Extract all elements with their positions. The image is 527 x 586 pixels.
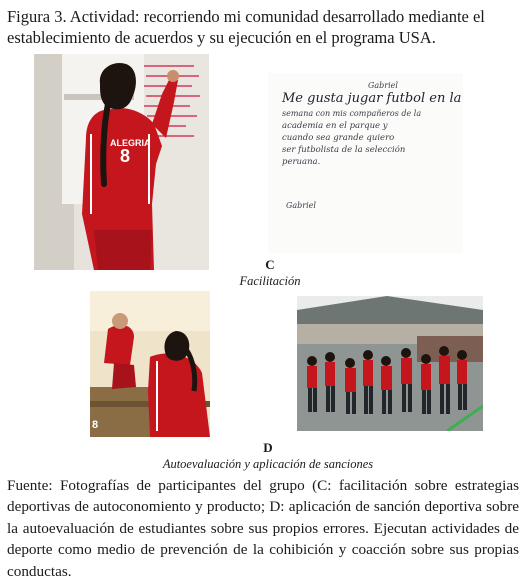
note-line-2: semana con mis compañeros de la <box>282 109 422 118</box>
panel-letter-c: C <box>265 257 275 272</box>
note-name-top: Gabriel <box>368 81 398 90</box>
shirt-number: 8 <box>120 146 131 166</box>
photo-classroom-students <box>90 291 210 437</box>
note-line-6: peruana. <box>282 157 321 167</box>
note-line-3: academia en el parque y <box>282 121 388 131</box>
panel-label-d: Autoevaluación y aplicación de sanciones <box>162 457 374 471</box>
note-line-4: cuando sea grande quiero <box>282 133 395 143</box>
shirt-number-d: 8 <box>92 419 99 431</box>
note-line-1: Me gusta jugar futbol en la <box>282 91 462 106</box>
photo-handwritten-note <box>268 73 463 253</box>
figure-source: Fuente: Fotografías de participantes del grupo (C: facilitación sobre estrategias deportivas de autoconomiento y producto; D: aplicación de sanción deportiva sobre la autoevaluación de estudiantes sobre sus propios errores. Ejecutan actividades de deporte como medio de prevención de la cohibición y coacción sobre sus propias conductas. <box>7 477 519 580</box>
shirt-text: ALEGRIA <box>110 138 151 148</box>
note-line-5: ser futbolista de la selección <box>282 145 406 155</box>
note-name-bottom: Gabriel <box>286 201 316 210</box>
photo-courtyard-exercise <box>297 296 483 431</box>
photo-student-writing <box>34 54 209 270</box>
figure-caption: Figura 3. Actividad: recorriendo mi comunidad desarrollado mediante el establecimiento de acuerdos y su ejecución en el programa USA. <box>7 7 485 47</box>
panel-label-c: Facilitación <box>239 274 301 288</box>
panel-letter-d: D <box>263 440 273 455</box>
